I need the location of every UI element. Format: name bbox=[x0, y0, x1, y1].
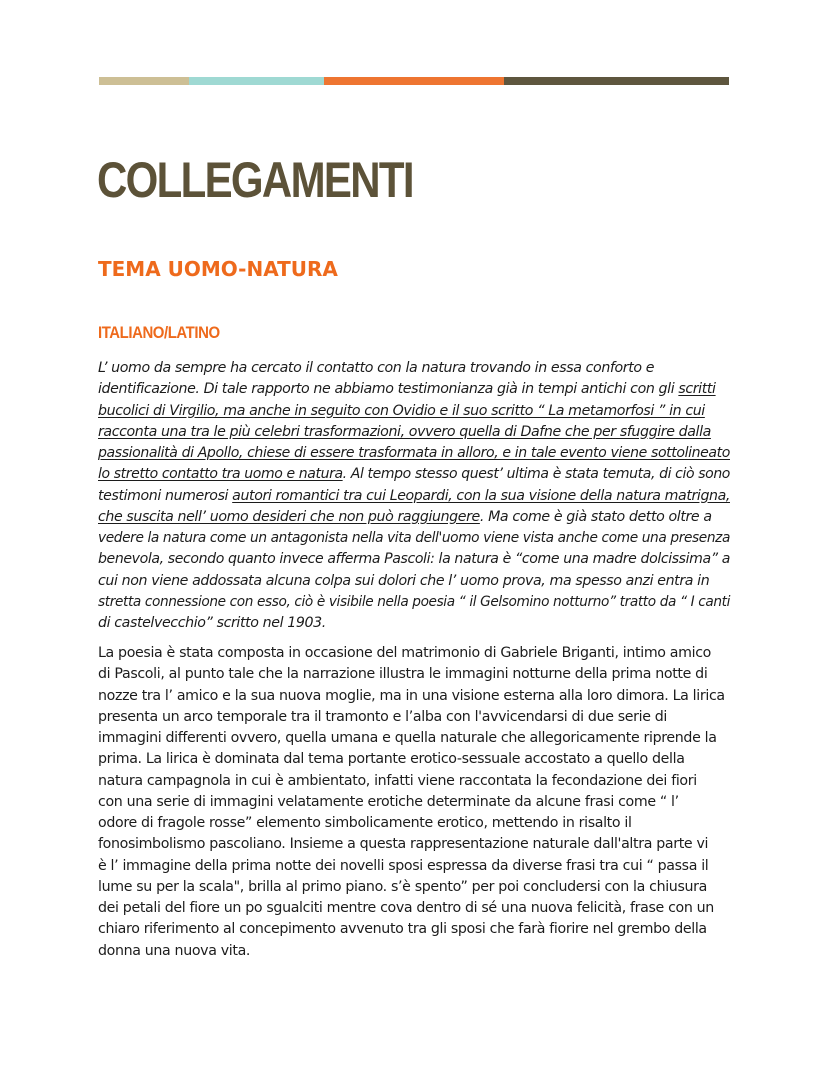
text-segment: stretta connessione con esso, ciò è visibile nella poesia “ il Gelsomino notturno” tratto da “ I canti bbox=[98, 593, 730, 610]
text-segment: benevola, secondo quanto invece afferma Pascoli: la natura è “come una madre dolcissima” a bbox=[98, 551, 730, 568]
text-line: dei petali del fiore un po sgualciti mentre cova dentro di sé una nuova felicità, frase con un bbox=[98, 900, 714, 916]
text-line: prima. La lirica è dominata dal tema portante erotico-sessuale accostato a quello della bbox=[98, 751, 685, 768]
text-line: immagini differenti ovvero, quella umana e quella naturale che allegoricamente riprende la bbox=[98, 730, 717, 746]
text-line: donna una nuova vita. bbox=[98, 942, 251, 959]
text-segment: L’ uomo da sempre ha cercato il contatto con la natura trovando in essa conforto e bbox=[98, 360, 655, 376]
page-title: COLLEGAMENTI bbox=[97, 152, 413, 208]
text-line: è l’ immagine della prima notte dei novelli sposi espressa da diverse frasi tra cui “ passa il bbox=[98, 857, 709, 874]
text-segment: testimoni numerosi bbox=[98, 487, 233, 504]
text-line bbox=[98, 464, 730, 485]
text-segment: di castelvecchio” scritto nel 1903. bbox=[98, 615, 326, 631]
color-bar-segment-orange bbox=[324, 77, 504, 85]
color-bar-segment-beige bbox=[99, 77, 189, 85]
text-line: La poesia è stata composta in occasione del matrimonio di Gabriele Briganti, intimo amico bbox=[98, 645, 711, 661]
text-line: odore di fragole rosse” elemento simbolicamente erotico, mettendo in risalto il bbox=[98, 815, 632, 831]
paragraph-poem-analysis bbox=[98, 643, 758, 962]
subsection-heading: ITALIANO/LATINO bbox=[98, 323, 220, 342]
text-line bbox=[98, 486, 730, 507]
text-line bbox=[98, 613, 326, 634]
text-line bbox=[98, 549, 730, 570]
text-segment: identificazione. Di tale rapporto ne abbiamo testimonianza già in tempi antichi con gli bbox=[98, 381, 679, 398]
paragraph-italian-latin-intro bbox=[98, 358, 758, 634]
text-line bbox=[98, 528, 730, 549]
text-line: chiaro riferimento al concepimento avvenuto tra gli sposi che farà fiorire nel grembo della bbox=[98, 921, 707, 938]
text-line bbox=[98, 422, 711, 443]
underlined-text: autori romantici tra cui Leopardi, con la sua visione della natura matrigna, bbox=[232, 487, 730, 504]
text-segment: . Al tempo stesso quest’ ultima è stata temuta, di ciò sono bbox=[342, 466, 730, 483]
text-line bbox=[98, 507, 712, 528]
color-bar-segment-brown bbox=[504, 77, 729, 85]
text-line: con una serie di immagini velatamente erotiche determinate da alcune frasi come “ l’ bbox=[98, 793, 679, 810]
text-line bbox=[98, 592, 730, 613]
text-line: di Pascoli, al punto tale che la narrazione illustra le immagini notturne della prima notte di bbox=[98, 666, 708, 683]
text-line: nozze tra l’ amico e la sua nuova moglie, ma in una visione esterna alla loro dimora. La lirica bbox=[98, 687, 725, 704]
text-line: natura campagnola in cui è ambientato, infatti viene raccontata la fecondazione dei fiori bbox=[98, 772, 697, 789]
text-line: presenta un arco temporale tra il tramonto e l’alba con l'avvicendarsi di due serie di bbox=[98, 708, 668, 725]
text-segment: vedere la natura come un antagonista nella vita dell'uomo viene vista anche come una presenza bbox=[98, 530, 730, 546]
text-segment: . Ma come è già stato detto oltre a bbox=[479, 508, 712, 525]
color-bar-segment-teal bbox=[189, 77, 324, 85]
underlined-text: che suscita nell’ uomo desideri che non può raggiungere bbox=[98, 508, 480, 525]
underlined-text: lo stretto contatto tra uomo e natura bbox=[98, 466, 343, 483]
text-line bbox=[98, 571, 709, 592]
underlined-text: bucolici di Virgilio, ma anche in seguito con Ovidio e il suo scritto “ La metamorfosi ” in cui bbox=[98, 402, 705, 419]
text-line: fonosimbolismo pascoliano. Insieme a questa rappresentazione naturale dall'altra parte vi bbox=[98, 836, 709, 853]
decorative-color-bar bbox=[99, 77, 729, 85]
text-line: lume su per la scala", brilla al primo piano. s’è spento” per poi concludersi con la chiusura bbox=[98, 878, 707, 895]
underlined-text: passionalità di Apollo, chiese di essere trasformata in alloro, e in tale evento viene sottolineato bbox=[98, 445, 730, 461]
text-line bbox=[98, 358, 654, 379]
text-line bbox=[98, 443, 730, 464]
underlined-text: scritti bbox=[678, 381, 716, 398]
section-heading: TEMA UOMO-NATURA bbox=[98, 257, 338, 281]
text-line bbox=[98, 401, 705, 422]
underlined-text: racconta una tra le più celebri trasformazioni, ovvero quella di Dafne che per sfuggire dalla bbox=[98, 423, 711, 440]
text-segment: cui non viene addossata alcuna colpa sui dolori che l’ uomo prova, ma spesso anzi entra in bbox=[98, 572, 710, 589]
text-line bbox=[98, 379, 716, 400]
